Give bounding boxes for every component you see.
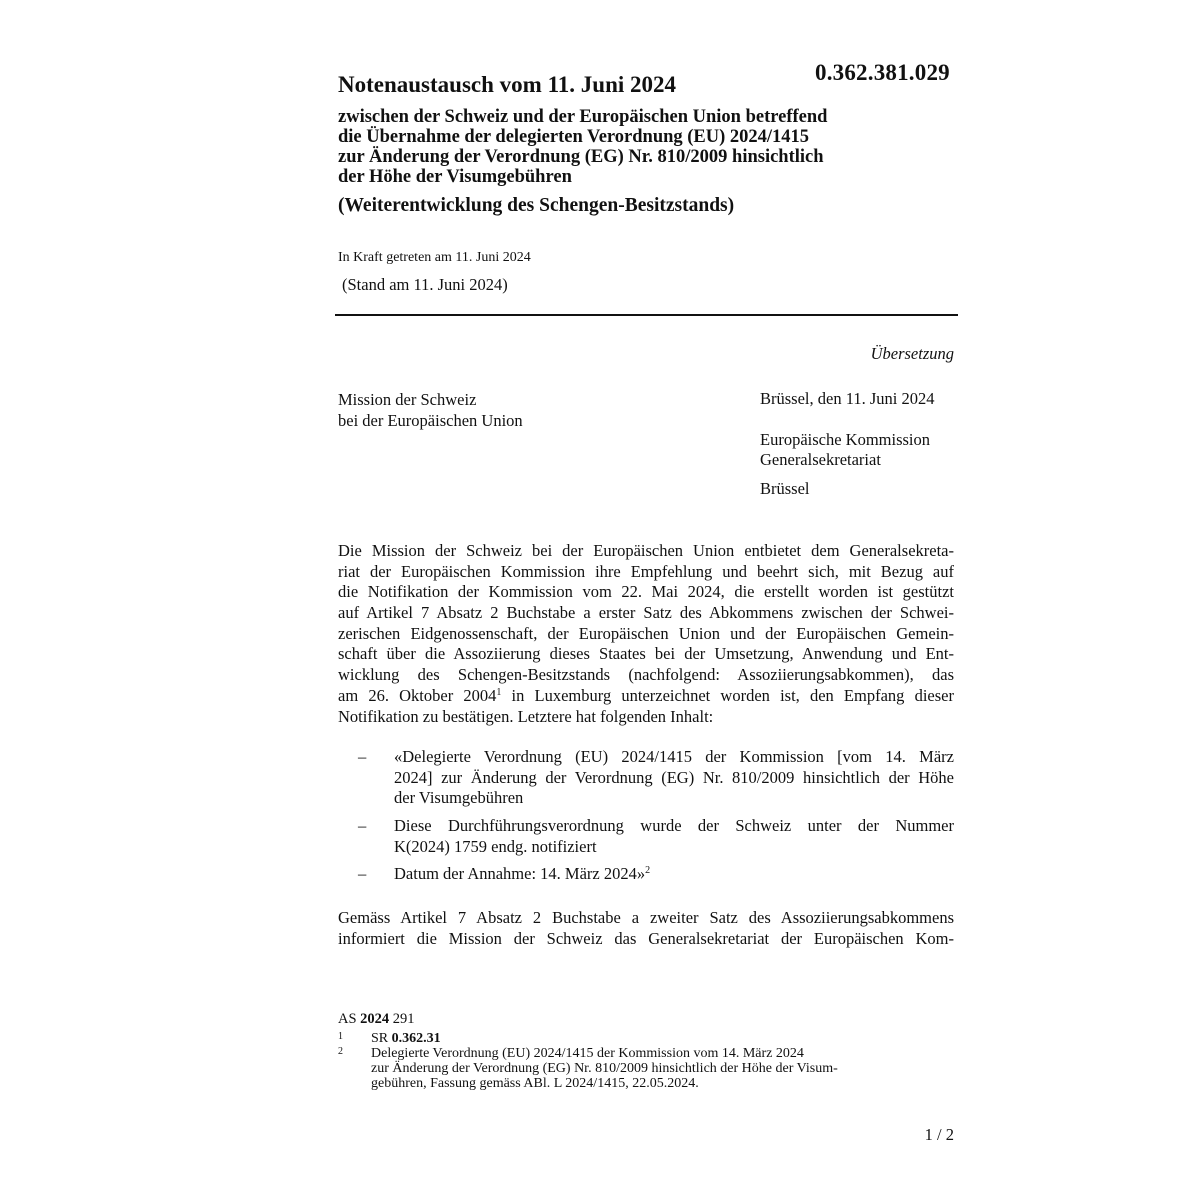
list-line [394, 864, 954, 885]
paragraph-line: Die Mission der Schweiz bei der Europäischen Union entbietet dem Generalsekreta- [338, 541, 954, 560]
list-item [358, 864, 954, 885]
sr-number: 0.362.381.029 [815, 60, 950, 85]
list-line: K(2024) 1759 endg. notifiziert [394, 836, 597, 856]
subtitle-line: zwischen der Schweiz und der Europäischen Union betreffend [338, 107, 828, 127]
recipient-line: Generalsekretariat [760, 450, 881, 469]
document-subtitle [338, 107, 898, 187]
footnote-ref[interactable]: 2 [645, 865, 651, 877]
footnote-number: 1 [338, 1031, 343, 1042]
paragraph-line: schaft über die Assoziierung dieses Staates bei der Umsetzung, Anwendung und Ent- [338, 644, 954, 664]
subtitle-line: der Höhe der Visumgebühren [338, 167, 572, 187]
sender-address [338, 389, 523, 431]
paragraph-line [338, 686, 954, 707]
dash-marker: – [358, 864, 367, 884]
paragraph-line: riat der Europäischen Kommission ihre Empfehlung und beehrt sich, mit Bezug auf [338, 561, 954, 581]
notification-list [358, 747, 954, 892]
paragraph-text: in Luxemburg unterzeichnet worden ist, den Empfang dieser [501, 685, 954, 705]
dash-marker: – [358, 747, 367, 766]
sender-line: bei der Europäischen Union [338, 411, 523, 430]
footnote-line: zur Änderung der Verordnung (EG) Nr. 810/2009 hinsichtlich der Höhe der Visum- [371, 1061, 838, 1076]
footnote-link[interactable]: 0.362.31 [391, 1031, 441, 1046]
footnote-ref[interactable]: 1 [496, 686, 502, 698]
page-number: 1 / 2 [924, 1125, 954, 1144]
schengen-subtitle: (Weiterentwicklung des Schengen-Besitzstands) [338, 195, 735, 216]
paragraph-line: Gemäss Artikel 7 Absatz 2 Buchstabe a zweiter Satz des Assoziierungsabkommens [338, 908, 954, 927]
as-page: 291 [389, 1011, 415, 1027]
list-item [358, 747, 954, 809]
recipient-address [760, 430, 930, 470]
sender-line: Mission der Schweiz [338, 390, 477, 409]
paragraph-line: informiert die Mission der Schweiz das Generalsekretariat der Europäischen Kom- [338, 928, 954, 948]
recipient-city: Brüssel [760, 479, 810, 498]
in-force-date: In Kraft getreten am 11. Juni 2024 [338, 250, 531, 265]
header-divider [335, 314, 958, 316]
recipient-line: Europäische Kommission [760, 430, 931, 449]
paragraph-line: die Notifikation der Kommission vom 22. Mai 2024, die erstellt worden ist gestützt [338, 582, 954, 602]
as-year: 2024 [360, 1011, 390, 1027]
paragraph-line: zerischen Eidgenossenschaft, der Europäischen Union und der Europäischen Gemein- [338, 623, 954, 643]
paragraph-line: Notifikation zu bestätigen. Letztere hat folgenden Inhalt: [338, 706, 714, 726]
letter-date: Brüssel, den 11. Juni 2024 [760, 389, 935, 408]
list-line: 2024] zur Änderung der Verordnung (EG) Nr. 810/2009 hinsichtlich der Höhe [394, 767, 954, 787]
footnote-number: 2 [338, 1046, 343, 1057]
dash-marker: – [358, 816, 367, 836]
official-collection-reference [338, 1011, 415, 1028]
footnote [338, 1046, 938, 1091]
list-text: Datum der Annahme: 14. März 2024» [394, 864, 646, 884]
paragraph-text: am 26. Oktober 2004 [338, 685, 497, 705]
subtitle-line: zur Änderung der Verordnung (EG) Nr. 810/2009 hinsichtlich [338, 147, 824, 167]
subtitle-line: die Übernahme der delegierten Verordnung (EU) 2024/1415 [338, 127, 810, 147]
paragraph-line: wicklung des Schengen-Besitzstands (nachfolgend: Assoziierungsabkommen), das [338, 665, 954, 685]
list-line: der Visumgebühren [394, 788, 524, 808]
document-title: Notenaustausch vom 11. Juni 2024 [338, 72, 677, 97]
footnote [338, 1031, 938, 1046]
body-paragraph [338, 541, 954, 727]
as-prefix: AS [338, 1011, 361, 1027]
footnote-text: SR [371, 1031, 392, 1046]
body-paragraph [338, 908, 954, 949]
list-line: Diese Durchführungsverordnung wurde der Schweiz unter der Nummer [394, 816, 954, 836]
footnote-line: Delegierte Verordnung (EU) 2024/1415 der Kommission vom 14. März 2024 [371, 1046, 804, 1061]
translation-note: Übersetzung [870, 344, 954, 363]
paragraph-line: auf Artikel 7 Absatz 2 Buchstabe a erster Satz des Abkommens zwischen der Schwei- [338, 603, 954, 623]
list-item [358, 816, 954, 857]
footnotes [338, 1031, 938, 1091]
status-date: (Stand am 11. Juni 2024) [342, 275, 508, 294]
footnote-line: gebühren, Fassung gemäss ABl. L 2024/1415, 22.05.2024. [371, 1076, 699, 1091]
list-line: «Delegierte Verordnung (EU) 2024/1415 der Kommission [vom 14. März [394, 747, 954, 766]
